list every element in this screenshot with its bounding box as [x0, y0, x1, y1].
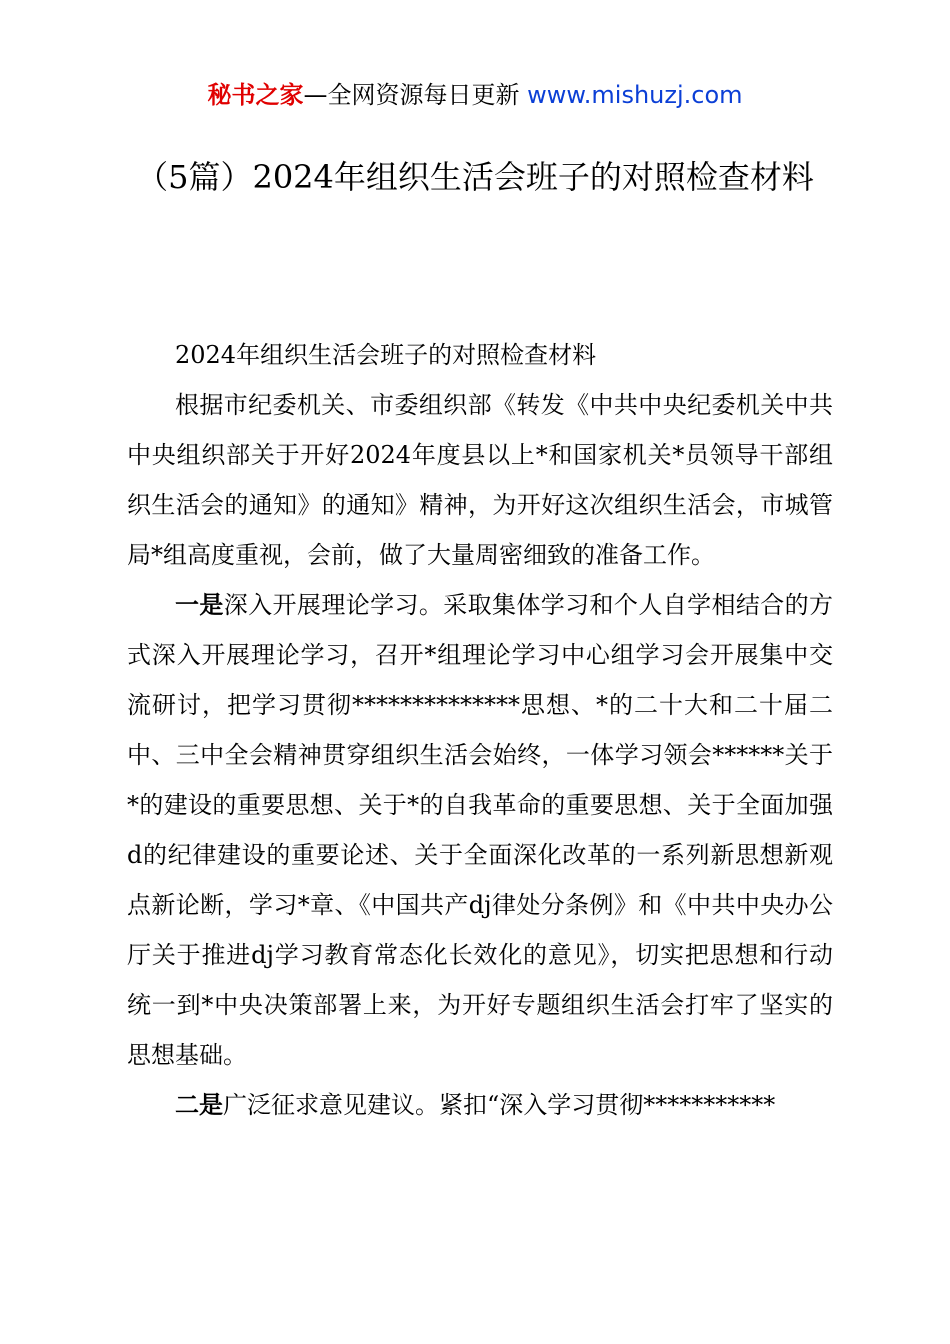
- paragraph-text-2: 广泛征求意见建议。紧扣“深入学习贯彻***********: [223, 1091, 776, 1119]
- header-tagline: —全网资源每日更新: [303, 81, 528, 109]
- document-title: （5篇）2024年组织生活会班子的对照检查材料: [136, 158, 814, 196]
- document-body: [127, 330, 833, 1130]
- paragraph-intro: 根据市纪委机关、市委组织部《转发《中共中央纪委机关中共中央组织部关于开好2024年度县以上*和国家机关*员领导干部组织生活会的通知》的通知》精神，为开好这次组织生活会，市城管局*组高度重视，会前，做了大量周密细致的准备工作。: [127, 391, 833, 569]
- paragraph-lead-2: 二是: [175, 1090, 223, 1119]
- paragraph-theory-study: [127, 580, 833, 1080]
- paragraph-lead-1: 一是: [175, 590, 224, 619]
- site-url[interactable]: www.mishuzj.com: [527, 81, 743, 109]
- site-header: [0, 78, 950, 112]
- paragraph-text-1: 深入开展理论学习。采取集体学习和个人自学相结合的方式深入开展理论学习，召开*组理论学习中心组学习会开展集中交流研讨，把学习贯彻**************思想、*的二十大和二十届二中、三中全会精神贯穿组织生活会始终，一体学习领会******关于*的建设的重要思想、关于*的自我革命的重要思想、关于全面加强d的纪律建设的重要论述、关于全面深化改革的一系列新思想新观点新论断，学习*章、《中国共产dj律处分条例》和《中共中央办公厅关于推进dj学习教育常态化长效化的意见》，切实把思想和行动统一到*中央决策部署上来，为开好专题组织生活会打牢了坚实的思想基础。: [127, 591, 834, 1069]
- paragraph-solicit-opinions: [127, 1080, 833, 1130]
- brand-name: 秘书之家: [207, 81, 304, 109]
- document-subtitle: 2024年组织生活会班子的对照检查材料: [175, 341, 597, 369]
